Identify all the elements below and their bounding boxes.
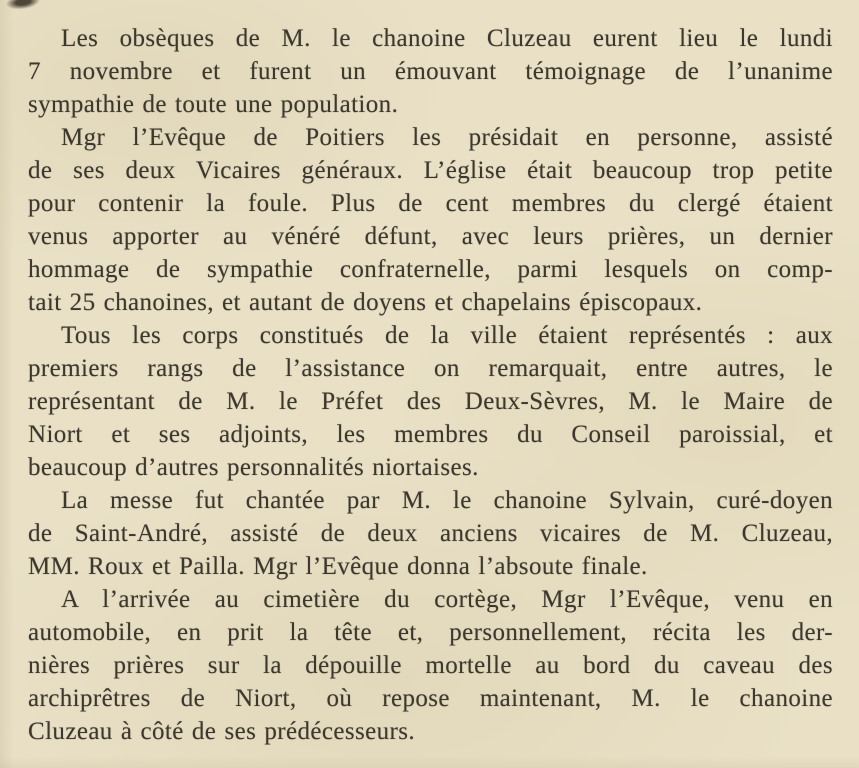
paragraph-3 bbox=[28, 319, 833, 484]
text-line: Les obsèques de M. le chanoine Cluzeau eurent lieu le lundi bbox=[61, 25, 833, 52]
text-line: nières prières sur la dépouille mortelle au bord du caveau des bbox=[28, 652, 833, 679]
text-line: MM. Roux et Pailla. Mgr l’Evêque donna l’absoute finale. bbox=[28, 553, 648, 580]
text-line: représentant de M. le Préfet des Deux-Sèvres, M. le Maire de bbox=[28, 388, 833, 415]
scan-artifact-smudge bbox=[5, 0, 41, 11]
text-line: de Saint-André, assisté de deux anciens vicaires de M. Cluzeau, bbox=[28, 520, 833, 547]
text-line: tait 25 chanoines, et autant de doyens et chapelains épiscopaux. bbox=[28, 289, 703, 316]
text-line: Cluzeau à côté de ses prédécesseurs. bbox=[28, 718, 416, 745]
text-line: beaucoup d’autres personnalités niortaises. bbox=[28, 454, 479, 481]
text-line: Mgr l’Evêque de Poitiers les présidait en personne, assisté bbox=[61, 124, 833, 151]
text-line: archiprêtres de Niort, où repose maintenant, M. le chanoine bbox=[28, 685, 833, 712]
text-line: A l’arrivée au cimetière du cortège, Mgr l’Evêque, venu en bbox=[61, 586, 833, 613]
text-line: pour contenir la foule. Plus de cent membres du clergé étaient bbox=[28, 190, 833, 217]
text-line: sympathie de toute une population. bbox=[28, 91, 399, 118]
text-line: hommage de sympathie confraternelle, parmi lesquels on comp- bbox=[28, 256, 833, 283]
text-line: 7 novembre et furent un émouvant témoignage de l’unanime bbox=[28, 58, 833, 85]
paragraph-5 bbox=[28, 583, 833, 748]
text-line: premiers rangs de l’assistance on remarquait, entre autres, le bbox=[28, 355, 833, 382]
text-line: Tous les corps constitués de la ville étaient représentés : aux bbox=[61, 322, 833, 349]
text-line: Niort et ses adjoints, les membres du Conseil paroissial, et bbox=[28, 421, 833, 448]
paragraph-1 bbox=[28, 22, 833, 121]
paragraph-2 bbox=[28, 121, 833, 319]
text-line: La messe fut chantée par M. le chanoine Sylvain, curé-doyen bbox=[61, 487, 833, 514]
paragraph-4 bbox=[28, 484, 833, 583]
text-line: automobile, en prit la tête et, personnellement, récita les der- bbox=[28, 619, 833, 646]
text-line: de ses deux Vicaires généraux. L’église était beaucoup trop petite bbox=[28, 157, 833, 184]
text-line: venus apporter au vénéré défunt, avec leurs prières, un dernier bbox=[28, 223, 833, 250]
